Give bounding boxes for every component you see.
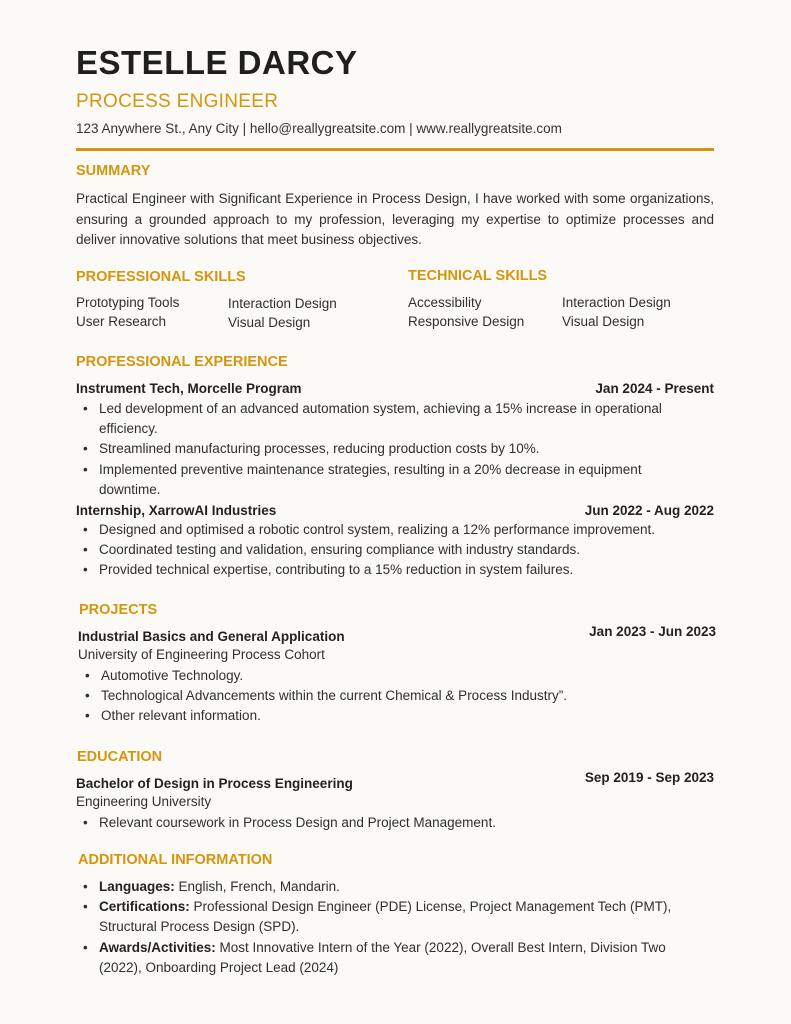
skill-item: Accessibility	[408, 295, 482, 310]
contact-line: 123 Anywhere St., Any City | hello@reallygreatsite.com | www.reallygreatsite.com	[76, 121, 562, 136]
job-date: Jun 2022 - Aug 2022	[584, 503, 714, 518]
job-bullets	[76, 399, 676, 500]
education-bullets	[76, 813, 696, 833]
project-org: University of Engineering Process Cohort	[78, 647, 325, 662]
list-item: • Streamlined manufacturing processes, reducing production costs by 10%.	[76, 439, 676, 459]
candidate-name: ESTELLE DARCY	[76, 44, 358, 81]
skill-item: Prototyping Tools	[76, 295, 180, 310]
projects-heading: PROJECTS	[79, 602, 158, 618]
list-item: • Led development of an advanced automation system, achieving a 15% increase in operational efficiency.	[76, 399, 676, 439]
school-name: Engineering University	[76, 794, 212, 809]
experience-heading: PROFESSIONAL EXPERIENCE	[76, 354, 288, 370]
list-item	[76, 938, 676, 978]
project-name: Industrial Basics and General Application	[78, 629, 345, 644]
item-text: Most Innovative Intern of the Year (2022), Overall Best Intern, Division Two (2022), Onboarding Project Lead (2024)	[99, 939, 666, 975]
list-item: • Coordinated testing and validation, ensuring compliance with industry standards.	[76, 540, 716, 560]
list-item	[76, 897, 676, 937]
list-item: • Relevant coursework in Process Design and Project Management.	[76, 813, 696, 833]
list-item: • Automotive Technology.	[78, 666, 698, 686]
list-item: • Implemented preventive maintenance strategies, resulting in a 20% decrease in equipment downtime.	[76, 460, 676, 500]
technical-skills-heading: TECHNICAL SKILLS	[408, 268, 548, 284]
skill-item: Interaction Design	[228, 296, 337, 311]
skill-item: Visual Design	[228, 315, 311, 330]
list-item: • Provided technical expertise, contributing to a 15% reduction in system failures.	[76, 560, 716, 580]
additional-heading: ADDITIONAL INFORMATION	[78, 852, 273, 868]
list-item: • Other relevant information.	[78, 706, 698, 726]
list-item	[76, 877, 676, 897]
professional-skills-heading: PROFESSIONAL SKILLS	[76, 269, 246, 285]
project-bullets	[78, 666, 698, 727]
skill-item: Responsive Design	[408, 314, 525, 329]
degree-title: Bachelor of Design in Process Engineering	[76, 776, 353, 791]
skill-item: User Research	[76, 314, 167, 329]
item-text: English, French, Mandarin.	[174, 879, 340, 894]
summary-heading: SUMMARY	[76, 163, 151, 179]
job-date: Jan 2024 - Present	[595, 381, 714, 396]
item-label: Awards/Activities:	[99, 939, 216, 955]
summary-text: Practical Engineer with Significant Experience in Process Design, I have worked with some organizations, ensuring a grounded approach to my profession, leveraging my expertise to optimize processes and deliver innovative solutions that meet business objectives.	[76, 191, 714, 247]
additional-list	[76, 877, 676, 978]
list-item: • Technological Advancements within the current Chemical & Process Industry”.	[78, 686, 698, 706]
item-text: Professional Design Engineer (PDE) License, Project Management Tech (PMT), Structural Process Design (SPD).	[99, 899, 672, 935]
education-heading: EDUCATION	[77, 749, 163, 765]
education-date: Sep 2019 - Sep 2023	[584, 770, 714, 785]
skill-item: Visual Design	[562, 314, 645, 329]
candidate-role: PROCESS ENGINEER	[76, 91, 279, 112]
job-bullets	[76, 520, 716, 581]
item-label: Languages:	[99, 879, 175, 894]
header-divider	[76, 148, 714, 151]
job-title: Instrument Tech, Morcelle Program	[76, 381, 302, 396]
skill-item: Interaction Design	[562, 295, 671, 310]
list-item: • Designed and optimised a robotic control system, realizing a 12% performance improvement.	[76, 520, 716, 540]
item-label: Certifications:	[99, 899, 190, 915]
project-date: Jan 2023 - Jun 2023	[589, 624, 716, 639]
job-title: Internship, XarrowAI Industries	[76, 503, 277, 518]
